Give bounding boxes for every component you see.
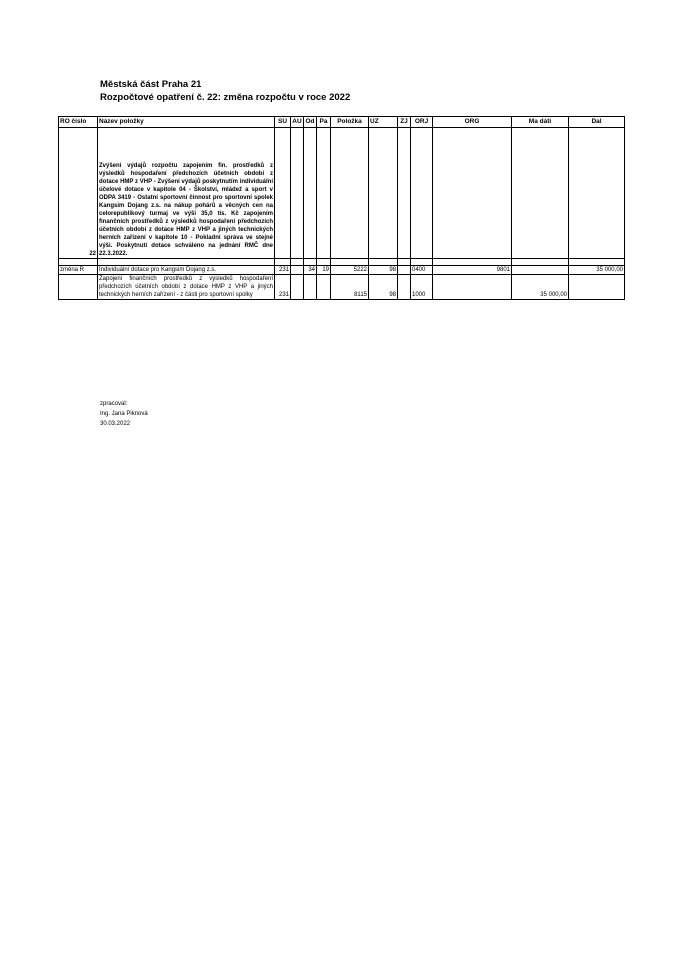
- cell-su: [275, 128, 291, 259]
- col-header-zj: ZJ: [398, 117, 411, 128]
- col-header-dal: Dal: [569, 117, 625, 128]
- cell-ro: změna R: [59, 266, 98, 275]
- budget-table: [58, 116, 625, 300]
- cell-pa: [317, 128, 331, 259]
- cell-pa: [317, 275, 331, 300]
- cell-nazev: Zapojení finančních prostředků z výsledků hospodaření předchozích účetních období z dotace HMP z VHP a jiných technických herních zařízení - z části pro sportovní spolky: [99, 276, 273, 298]
- cell-nazev: Zvýšení výdajů rozpočtu zapojením fin. prostředků z výsledků hospodaření předchozích účetních období z dotace HMP z VHP - Zvýšení výdajů poskytnutím individuální účelové dotace v kapitole 04 - Školství, mládež a sport v ODPA 3419 - Ostatní sportovní činnost pro sportovní spolek Kangsim Dojang z.s. na nákup pohárů a věcných cen na celorepublikový turmaj ve výši 35,0 tis. Kč zapojením finančních prostředků z výsledků hospodaření předchozích účetních období z dotace HMP z VHP a jiných technických herních zařízení v kapitole 10 - Pokladní správa ve stejné výši. Poskytnutí dotace schváleno na jednání RMČ dne 22.3.2022.: [98, 128, 275, 259]
- cell-uz: 98: [369, 275, 398, 300]
- cell-uz: 98: [369, 266, 398, 275]
- col-header-pa: Pa: [317, 117, 331, 128]
- col-header-ro: RO číslo: [59, 117, 98, 128]
- prepared-by-name: Ing. Jana Piknová: [100, 411, 148, 417]
- cell-org: [433, 275, 512, 300]
- cell-pa: 19: [317, 266, 331, 275]
- col-header-orj: ORJ: [411, 117, 433, 128]
- cell-dal: [569, 275, 625, 300]
- cell-au: [291, 275, 304, 300]
- table-row: [59, 266, 625, 275]
- cell-polozka: 5222: [331, 266, 369, 275]
- cell-dal: [569, 128, 625, 259]
- cell-au: [291, 266, 304, 275]
- prepared-date: 30.03.2022: [100, 421, 131, 427]
- municipality-title: Městská část Praha 21: [100, 79, 202, 90]
- cell-ma-dati: [512, 128, 569, 259]
- cell-od: [304, 128, 317, 259]
- col-header-uz: UZ: [369, 117, 398, 128]
- cell-org: [433, 128, 512, 259]
- col-header-au: AU: [291, 117, 304, 128]
- cell-ro: 22: [59, 128, 98, 259]
- cell-zj: [398, 266, 411, 275]
- cell-ma-dati: [512, 266, 569, 275]
- cell-su: 231: [275, 266, 291, 275]
- cell-ro: [59, 275, 98, 300]
- measure-title: Rozpočtové opatření č. 22: změna rozpočtu v roce 2022: [100, 92, 351, 103]
- cell-orj: [411, 128, 433, 259]
- cell-zj: [398, 275, 411, 300]
- col-header-od: Od: [304, 117, 317, 128]
- cell-au: [291, 128, 304, 259]
- document-heading: [100, 78, 350, 104]
- table-header-row: [59, 117, 625, 128]
- cell-od: 34: [304, 266, 317, 275]
- cell-dal: 35 000,00: [569, 266, 625, 275]
- spacer-row: [59, 259, 625, 266]
- cell-su: 231: [275, 275, 291, 300]
- cell-orj: 1000: [411, 275, 433, 300]
- cell-polozka: [331, 128, 369, 259]
- cell-uz: [369, 128, 398, 259]
- cell-polozka: 8115: [331, 275, 369, 300]
- table-row: [59, 275, 625, 300]
- cell-orj: 0400: [411, 266, 433, 275]
- cell-zj: [398, 128, 411, 259]
- cell-nazev: Individuální dotace pro Kangsim Dojang z.s.: [98, 266, 275, 275]
- cell-od: [304, 275, 317, 300]
- col-header-polozka: Položka: [331, 117, 369, 128]
- col-header-org: ORG: [433, 117, 512, 128]
- cell-org: 9801: [433, 266, 512, 275]
- col-header-nazev: Název položky: [98, 117, 275, 128]
- cell-ma-dati: 35 000,00: [512, 275, 569, 300]
- footer: [100, 399, 148, 429]
- col-header-ma-dati: Ma dáti: [512, 117, 569, 128]
- table-row: [59, 128, 625, 259]
- prepared-by-label: zpracoval:: [100, 401, 128, 407]
- col-header-su: SU: [275, 117, 291, 128]
